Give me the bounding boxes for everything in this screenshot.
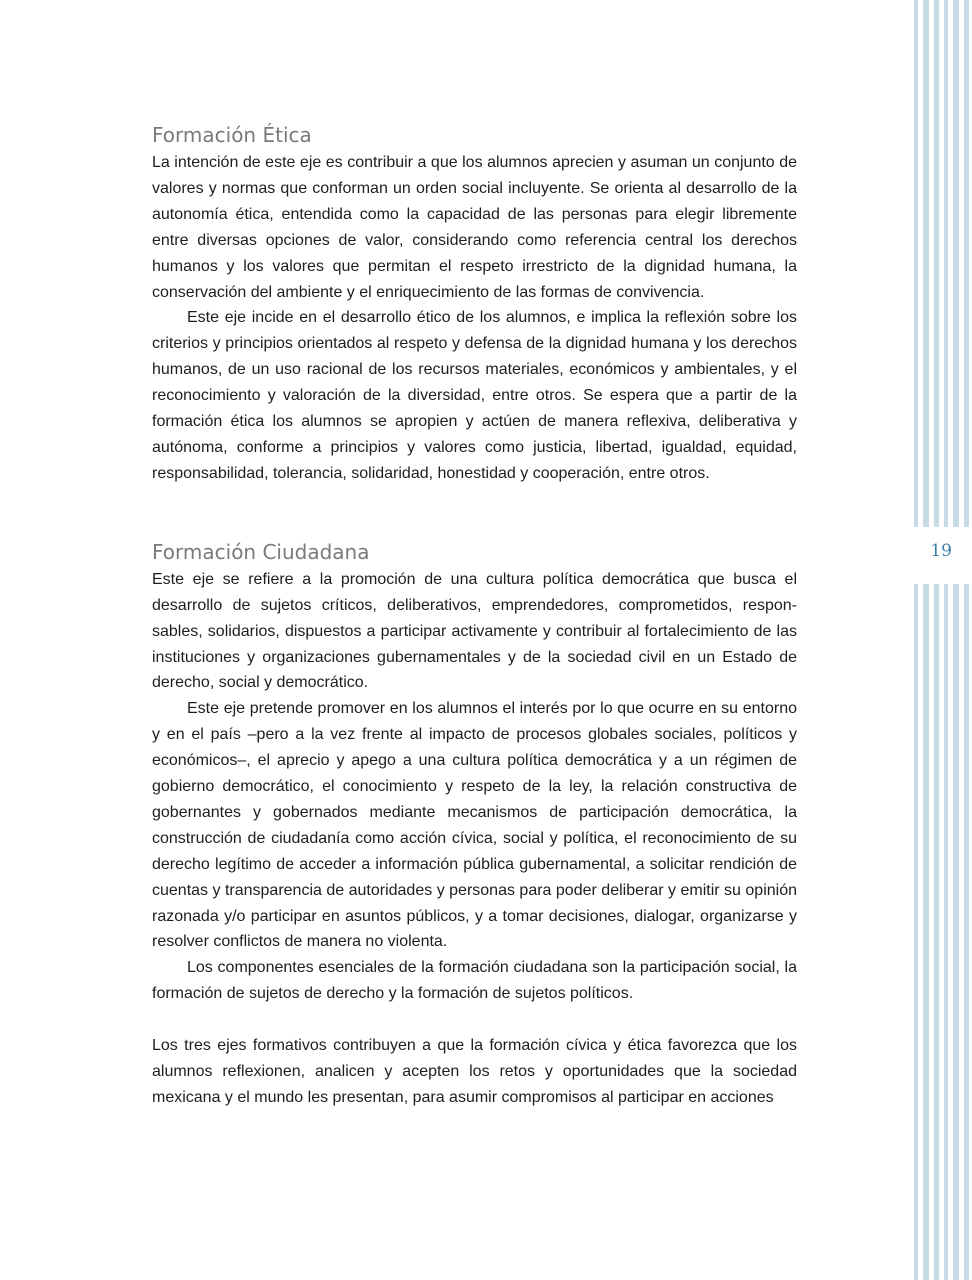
page-number: 19 bbox=[930, 541, 952, 561]
paragraph-ciudadana-2: Este eje pretende promover en los alumnos el interés por lo que ocurre en su entorno y en el país –pero a la vez frente al impacto de procesos globales sociales, políticos y económicos–, el aprecio y apego a una cultura política democrática y a un régimen de gobierno democrático, el conocimiento y respeto de la ley, la relación constructiva de gobernantes y gobernados mediante mecanismos de participación democrática, la construcción de ciudadanía como acción cívica, social y política, el reconocimiento de su derecho legítimo de acceder a información pública gubernamental, a solicitar rendición de cuentas y transparencia de autoridades y personas para poder deliberar y emitir su opinión razonada y/o participar en asuntos públicos, y a tomar decisiones, dialogar, organizarse y resolver conflictos de manera no violenta. bbox=[152, 700, 797, 951]
stripe bbox=[923, 584, 929, 1280]
section-title-formacion-ciudadana: Formación Ciudadana bbox=[152, 539, 370, 564]
paragraph-ciudadana-1: Este eje se refiere a la promoción de una cultura política democrática que busca el desarrollo de sujetos críticos, deliberativos, emprendedores, comprometidos, responsables, solidarios, dispuestos a participar activamente y contribuir al fortalecimiento de las instituciones y organizaciones gubernamentales y de la sociedad civil en un Estado de derecho, social y democrático. bbox=[152, 570, 797, 692]
paragraph-etica-1: La intención de este eje es contribuir a que los alumnos aprecien y asuman un conjunto de valores y normas que conforman un orden social incluyente. Se orienta al desarrollo de la autonomía ética, entendida como la capacidad de las personas para elegir libremente entre diversas opciones de valor, considerando como referencia central los derechos humanos y los valores que permitan el respeto irrestricto de la dignidad humana, la conservación del ambiente y el enriquecimiento de las formas de convivencia. bbox=[152, 154, 797, 301]
stripe bbox=[953, 0, 959, 527]
stripe bbox=[964, 0, 969, 527]
page-content bbox=[152, 120, 797, 1111]
stripe bbox=[934, 584, 939, 1280]
closing-paragraph: Los tres ejes formativos contribuyen a que la formación cívica y ética favorezca que los alumnos reflexionen, analicen y acepten los retos y oportunidades que la sociedad mexicana y el mundo les presentan, para asumir compromisos al participar en acciones bbox=[152, 1037, 797, 1106]
paragraph-etica-2: Este eje incide en el desarrollo ético de los alumnos, e implica la reflexión sobre los criterios y principios orientados al respeto y defensa de la dignidad humana y los derechos humanos, de un uso racional de los recursos materiales, económicos y ambientales, y el reconocimiento y valoración de la diversidad, entre otros. Se espera que a partir de la formación ética los alumnos se apropien y actúen de manera reflexiva, deliberativa y autónoma, conforme a principios y valores como justicia, libertad, igualdad, equidad, responsabilidad, tolerancia, solidaridad, honestidad y cooperación, entre otros. bbox=[152, 309, 797, 482]
paragraph-spacer bbox=[152, 1007, 797, 1033]
stripe bbox=[923, 0, 929, 527]
stripe-group-top bbox=[914, 0, 972, 527]
stripe bbox=[914, 0, 918, 527]
stripe bbox=[944, 0, 948, 527]
section-title-formacion-etica: Formación Ética bbox=[152, 123, 312, 147]
stripe bbox=[944, 584, 948, 1280]
paragraph-ciudadana-3: Los componentes esenciales de la formación ciudadana son la participación social, la formación de sujetos de derecho y la formación de sujetos políticos. bbox=[152, 959, 797, 1003]
stripe bbox=[964, 584, 969, 1280]
decorative-side-stripes bbox=[914, 0, 972, 1280]
stripe-group-bottom bbox=[914, 584, 972, 1280]
stripe bbox=[953, 584, 959, 1280]
stripe bbox=[914, 584, 918, 1280]
stripe bbox=[934, 0, 939, 527]
section-spacer bbox=[152, 487, 797, 537]
